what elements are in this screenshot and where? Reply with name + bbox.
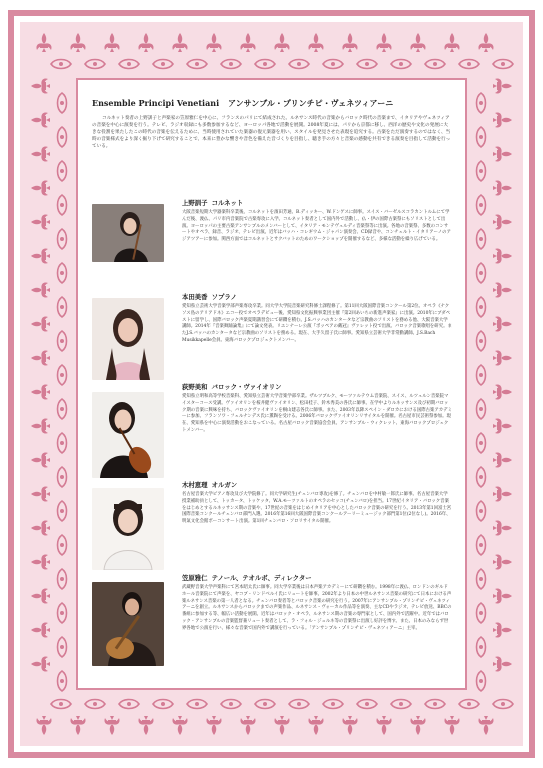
member-photo-honda xyxy=(92,298,164,380)
member-text: 大阪音楽短期大学器楽科卒業後、コルネットを濱田芳通、B.ディッキー、W.ドンゲスに師事。スイス・バーゼルスコラカントルムにて学んだ後、渡仏、パリ市内音楽院で古楽専攻に入学。コルネット奏者として国内外で活動し、仏・伊の国際古楽祭にもソリストとして出演。ヨーロッパの主要古楽アンサンブルのメンバーとして、イタリア・モンテヴェルディ音楽祭等に出演。各地の音楽祭、多数のコンサートやオペラ、録音、ラジオ、テレビ出演。近年はバッハ・コレギウム・ジャパン演奏会、CD録音や、コンチェルト・イタリアーノのアジアツアーに参加。関西方面ではコルネットとサクバットのためのワークショップを開催するなど、多様な活動を繰り広げている。 xyxy=(182,210,451,243)
member-bio-kasahara xyxy=(182,573,452,633)
member-photo-kasahara xyxy=(92,582,164,666)
member-name: 上野訓子 コルネット xyxy=(182,199,244,207)
member-bio-kimura xyxy=(182,480,452,526)
member-bio-ogino xyxy=(182,382,452,435)
member-name: 木村恵理 オルガン xyxy=(182,481,238,489)
member-bio-honda xyxy=(182,292,452,345)
member-text: 武蔵野音楽大学声楽科にて宮本昭太氏に師事。同大学卒業後は日本声楽アカデミーにて研鑽を積む。1998年に渡仏、ロンドンのギルドホール音楽院にて声楽を、ヤコブ・リンドベルイ氏にリュートを師事。2002年より日本の中世ルネサンス音楽の研究にて日本における声楽ルネサンス音楽の第一人者となる。チェンバロ奏者等とバロック音楽の研究を行う。2007年にアンサンブル・プリンチピ・ヴェネツィアーニを創立。ルネサンスからバロックまでの声楽作品、ルネサンス・ヴォーカル作品等を演奏、主なCDやラジオ、テレビ放送、BBCの番組に参加する等、幅広い活動を展開。近年はバロック・オペラ、ルネサンス期の音楽の専門家として、国内外で活躍中。近年ではバロック・アンサンブルの音楽監督兼リュート奏者として、ラ・フォル・ジュルネ等の音楽祭に出演し好評を博す。また、日本のみならず世界各地で公演を行い、様々な音楽で国内外で講演を行っている。「アンサンブル・プリンチピ・ヴェネツィアーニ」主宰。 xyxy=(182,585,452,631)
member-name: 笠原雅仁 テノール、テオルボ、ディレクター xyxy=(182,574,312,582)
member-bio-ueno xyxy=(182,198,452,244)
ensemble-intro: コルネット奏者の上野訓子と声楽家の笠原雅仁を中心に、フランスのパリにて結成された。ルネサンス時代の音楽からバロック時代の音楽まで、イタリアやヴェネツィアの音楽を中心に演奏を行う。テレビ、ラジオ収録にも多数参加するなど、ヨーロッパ各地で活動を展開。2008年夏には、パリから京都に移し、西洋の歴史や文化の発展に大きな役割を果たしたこの時代の音楽を伝えるために、当時使用されていた楽器の復元楽器を用い、スタイルを発見させた表現を追究する。古楽をただ演奏するのではなく、当時の音楽様式をより深く掘り下げて研究することで、本来に豊かな響きや音色を備えた音づくりを目指し、聴き手の方々と音楽の感動を共有できる演奏を目指して活動を行っている。 xyxy=(92,116,451,150)
member-photo-ogino xyxy=(92,392,164,478)
member-name: 荻野美和 バロック・ヴァイオリン xyxy=(182,383,282,391)
ensemble-title xyxy=(92,98,451,109)
member-text: 愛知県立明和高等学校音楽科、愛知県立芸術大学音楽学部卒業。ザルツブルク、モーツァルテウム音楽院、スイス、ルツェルン音楽院マイスターコース受講。ヴァイオリンを桜井健ヴァイオリン、松田桂子、鈴木秀美の各氏に師事。在学中よりルネッサンス及び初期バロック期の音楽に興味を持ち、バロックヴァイオリンを桐山建志各氏に師事。また、2003年以降スペイン・ダロカにおける国際古楽アカデミーに参加、フランソワ・フェルナンデス氏に薫陶を受ける。2006年バロックヴァイオリンリサイタルを開催。名古屋市民芸術祭参加。現在、愛知県を中心に演奏活動をおこなっている。名古屋バロック音楽協会会員。アンサンブル・ウィクレット、東海バロックプロジェクトメンバー。 xyxy=(182,394,452,434)
content-panel xyxy=(76,78,467,690)
member-text: 愛知県立芸術大学音楽学部声楽専攻卒業。同大学大学院音楽研究科修士課程修了。第11回大阪国際音楽コンクール第2位。オペラ《ナクソス島のアリアドネ》エコー役でオペラデビュー後、愛知県文化振興事業団主催『第2回あいちの新進声楽家』に出演。2010年にブダペストに留学し、国際バロック声楽夏期講習会にて研鑽を積む。J.S.バッハのカンタータなど宗教曲のソリストを務める他、大阪音楽大学講師。2014年『音楽舞踊論集』にて論文発表。リエンナーレ公演『ポッペアの戴冠』ヴァレット役で出演。バロック音楽歌唱を研究。またJ.S.バッハのカンタータなど宗教曲のソリストを務める。現在、大手久留子氏に師事。愛知県立芸術大学非常勤講師。J.S.Bach Musikkapelle会員。東海バロックプロジェクトメンバー。 xyxy=(182,304,452,344)
member-photo-ueno xyxy=(92,204,164,262)
ensemble-name-ja: アンサンブル・プリンチピ・ヴェネツィアーニ xyxy=(227,98,394,108)
ensemble-name-en: Ensemble Principi Venetiani xyxy=(92,98,220,108)
member-text: 名古屋音楽大学ピアノ専攻及び大学院修了。同大学研究生(チェンバロ専攻)を修了。チェンバロを中村敏一郎氏に師事。名古屋音楽大学授業補助員として、トッカータ、トッケッタ、W.A.モーツァルトのオペラのセッコ(チェンバロ)を担当。17世紀イタリア・バロック音楽をはじめとするルネッサンス期の音楽や、17世紀の音楽をはじめイタリアを中心としたバロック音楽の研究を行う。2013年第1回富士宮国際音楽コンクールチェンバロ部門入選。2016年第16回大阪国際音楽コンクールアーリーミュージック部門第1位(2位なし)。2016年、明氣文化会館ボーコンサート出演。第1回チェンバロ・ソロリサイタル開催。 xyxy=(182,492,452,525)
member-name: 本田美香 ソプラノ xyxy=(182,293,237,301)
member-photo-kimura xyxy=(92,488,164,570)
